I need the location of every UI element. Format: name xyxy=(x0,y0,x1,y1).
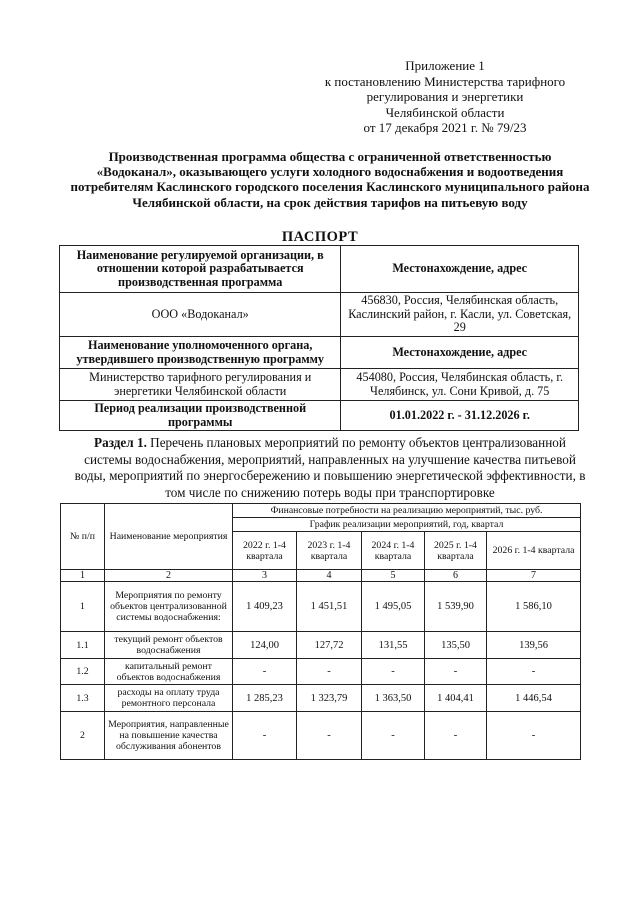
table-row xyxy=(61,632,581,659)
index-cell: 7 xyxy=(487,570,581,582)
passport-row xyxy=(60,369,579,401)
passport-cell: Наименование уполномоченного органа, утвердившего производственную программу xyxy=(60,337,341,369)
passport-cell: Местонахождение, адрес xyxy=(341,337,579,369)
row-value: 1 404,41 xyxy=(425,685,487,712)
row-value: 1 323,79 xyxy=(297,685,362,712)
passport-cell: 01.01.2022 г. - 31.12.2026 г. xyxy=(341,401,579,431)
index-row xyxy=(61,570,581,582)
row-name: Мероприятия, направленные на повышение качества обслуживания абонентов xyxy=(105,712,233,760)
table-row xyxy=(61,659,581,685)
index-cell: 1 xyxy=(61,570,105,582)
row-value: - xyxy=(233,712,297,760)
passport-cell: ООО «Водоканал» xyxy=(60,293,341,337)
passport-row xyxy=(60,337,579,369)
row-name: расходы на оплату труда ремонтного персонала xyxy=(105,685,233,712)
plan-table xyxy=(60,503,581,760)
row-value: 1 451,51 xyxy=(297,582,362,632)
col-num-header: № п/п xyxy=(61,504,105,570)
row-value: - xyxy=(297,712,362,760)
appendix-line: от 17 декабря 2021 г. № 79/23 xyxy=(363,120,527,135)
index-cell: 2 xyxy=(105,570,233,582)
table-row xyxy=(61,712,581,760)
schedule-header: График реализации мероприятий, год, квартал xyxy=(233,518,581,532)
passport-row xyxy=(60,246,579,293)
row-name: капитальный ремонт объектов водоснабжения xyxy=(105,659,233,685)
passport-cell: Период реализации производственной программы xyxy=(60,401,341,431)
row-value: - xyxy=(425,659,487,685)
row-value: 131,55 xyxy=(362,632,425,659)
row-num: 1.2 xyxy=(61,659,105,685)
section-label: Раздел 1. xyxy=(94,435,147,450)
row-value: - xyxy=(487,659,581,685)
index-cell: 6 xyxy=(425,570,487,582)
row-num: 1.3 xyxy=(61,685,105,712)
row-value: 139,56 xyxy=(487,632,581,659)
row-value: - xyxy=(362,659,425,685)
section-text: Перечень плановых мероприятий по ремонту объектов централизованной системы водоснабжения, мероприятий, направленных на улучшение качества питьевой воды, мероприятий по энергосбережению и повышению энергетической эффективности, в том числе по снижению потерь воды при транспортировке xyxy=(74,435,586,500)
finance-header: Финансовые потребности на реализацию мероприятий, тыс. руб. xyxy=(233,504,581,518)
passport-cell: Наименование регулируемой организации, в отношении которой разрабатывается производственная программа xyxy=(60,246,341,293)
row-value: 1 539,90 xyxy=(425,582,487,632)
row-value: 1 586,10 xyxy=(487,582,581,632)
passport-cell: Местонахождение, адрес xyxy=(341,246,579,293)
year-header: 2024 г. 1-4 квартала xyxy=(362,532,425,570)
row-value: 127,72 xyxy=(297,632,362,659)
passport-cell: 456830, Россия, Челябинская область, Каслинский район, г. Касли, ул. Советская, 29 xyxy=(341,293,579,337)
section-1-heading xyxy=(70,435,590,501)
table-row xyxy=(61,685,581,712)
index-cell: 4 xyxy=(297,570,362,582)
appendix-line: к постановлению Министерства тарифного xyxy=(324,73,566,89)
row-num: 1.1 xyxy=(61,632,105,659)
index-cell: 5 xyxy=(362,570,425,582)
passport-table xyxy=(59,245,579,431)
row-value: 124,00 xyxy=(233,632,297,659)
row-value: - xyxy=(487,712,581,760)
row-name: Мероприятия по ремонту объектов централизованной системы водоснабжения: xyxy=(105,582,233,632)
passport-cell: Министерство тарифного регулирования и энергетики Челябинской области xyxy=(60,369,341,401)
appendix-block xyxy=(300,58,590,136)
passport-row xyxy=(60,401,579,431)
passport-row xyxy=(60,293,579,337)
year-header: 2023 г. 1-4 квартала xyxy=(297,532,362,570)
row-value: 1 363,50 xyxy=(362,685,425,712)
year-header: 2026 г. 1-4 квартала xyxy=(487,532,581,570)
row-value: 1 409,23 xyxy=(233,582,297,632)
col-name-header: Наименование мероприятия xyxy=(105,504,233,570)
row-value: 1 495,05 xyxy=(362,582,425,632)
row-value: - xyxy=(297,659,362,685)
passport-heading: ПАСПОРТ xyxy=(281,229,359,245)
index-cell: 3 xyxy=(233,570,297,582)
row-value: - xyxy=(233,659,297,685)
plan-header-row xyxy=(61,504,581,518)
row-num: 2 xyxy=(61,712,105,760)
row-value: 1 446,54 xyxy=(487,685,581,712)
row-value: 1 285,23 xyxy=(233,685,297,712)
row-num: 1 xyxy=(61,582,105,632)
row-name: текущий ремонт объектов водоснабжения xyxy=(105,632,233,659)
row-value: - xyxy=(362,712,425,760)
appendix-line: Приложение 1 xyxy=(405,58,485,73)
appendix-line: Челябинской области xyxy=(385,104,505,120)
year-header: 2025 г. 1-4 квартала xyxy=(425,532,487,570)
appendix-line: регулирования и энергетики xyxy=(366,89,524,104)
passport-cell: 454080, Россия, Челябинская область, г. Челябинск, ул. Сони Кривой, д. 75 xyxy=(341,369,579,401)
row-value: 135,50 xyxy=(425,632,487,659)
document-title: Производственная программа общества с ограниченной ответственностью «Водоканал», оказывающего услуги холодного водоснабжения и водоотведения потребителям Каслинского городского поселения Каслинского муниципального района Челябинской области, на срок действия тарифов на питьевую воду xyxy=(70,149,590,210)
row-value: - xyxy=(425,712,487,760)
year-header: 2022 г. 1-4 квартала xyxy=(233,532,297,570)
table-row xyxy=(61,582,581,632)
